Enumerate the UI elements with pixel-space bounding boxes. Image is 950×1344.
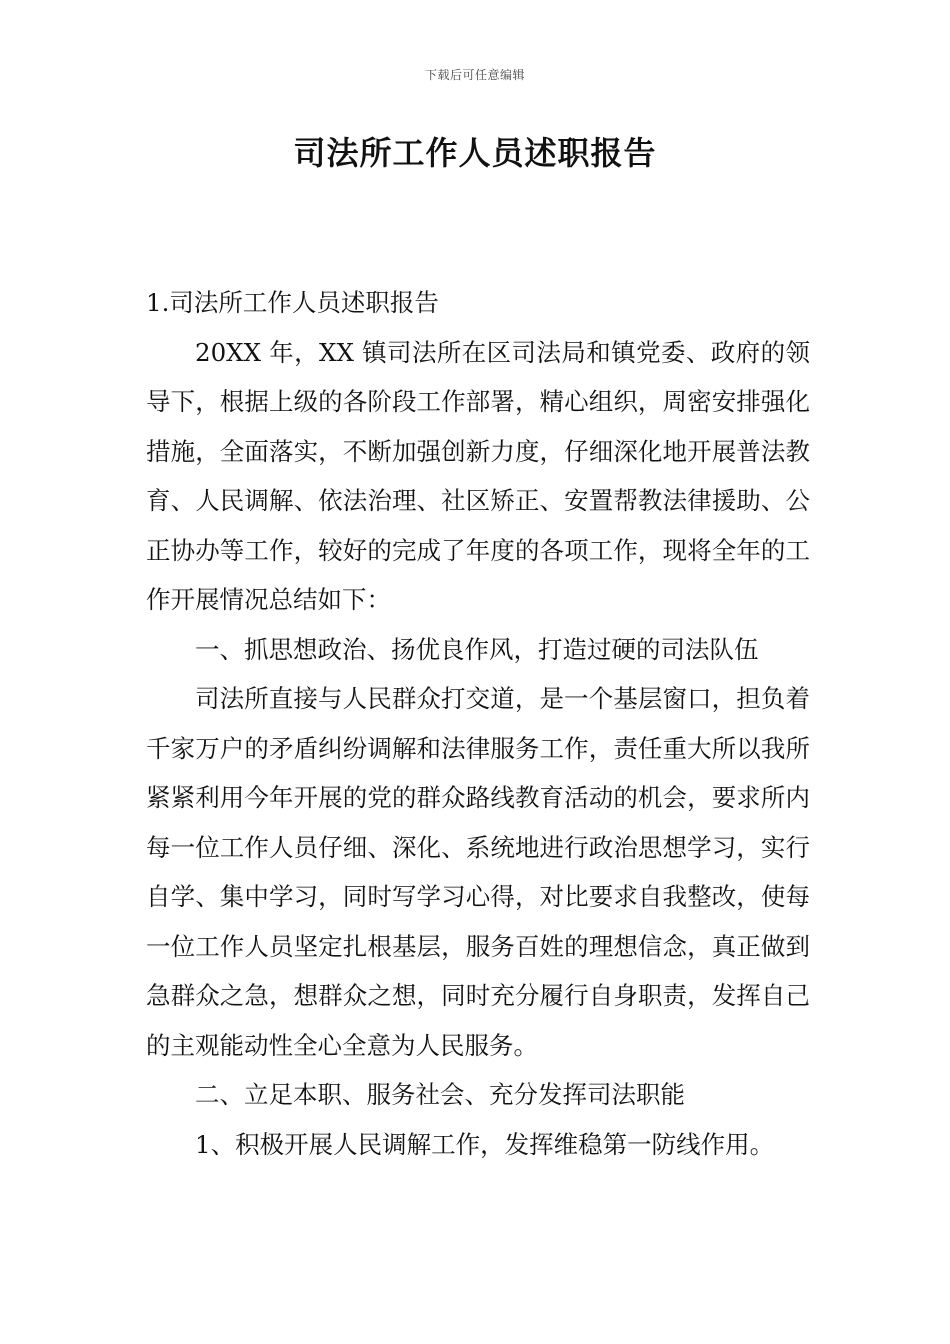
paragraph-political-work: 司法所直接与人民群众打交道，是一个基层窗口，担负着千家万户的矛盾纠纷调解和法律服务工作，责任重大所以我所紧紧利用今年开展的党的群众路线教育活动的机会，要求所内每一位工作人员仔细、深化、系统地进行政治思想学习，实行自学、集中学习，同时写学习心得，对比要求自我整改，使每一位工作人员坚定扎根基层，服务百姓的理想信念，真正做到急群众之急，想群众之想，同时充分履行自身职责，发挥自己的主观能动性全心全意为人民服务。 [146,684,810,1060]
paragraph-intro: 20XX 年，XX 镇司法所在区司法局和镇党委、政府的领导下，根据上级的各阶段工作部署，精心组织，周密安排强化措施，全面落实，不断加强创新力度，仔细深化地开展普法教育、人民调解、依法治理、社区矫正、安置帮教法律援助、公正协办等工作，较好的完成了年度的各项工作，现将全年的工作开展情况总结如下： [146,337,810,614]
document-body [146,278,810,1169]
paragraph-heading-one: 一、抓思想政治、扬优良作风，打造过硬的司法队伍 [195,634,759,664]
header-note: 下载后可任意编辑 [424,68,525,82]
paragraph-mediation: 1、积极开展人民调解工作，发挥维稳第一防线作用。 [195,1129,775,1159]
section-heading: 1.司法所工作人员述职报告 [146,288,439,317]
paragraph-heading-two: 二、立足本职、服务社会、充分发挥司法职能 [195,1080,685,1109]
document-title: 司法所工作人员述职报告 [293,134,657,172]
